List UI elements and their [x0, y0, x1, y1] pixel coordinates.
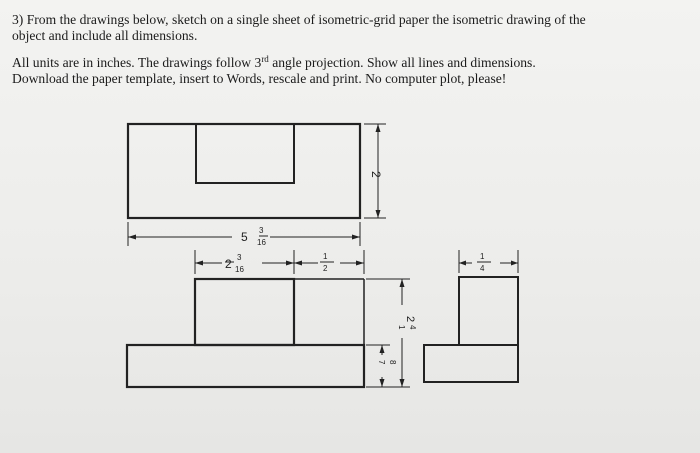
side-view-upper-block — [459, 277, 518, 345]
side-offset-numerator: 1 — [480, 252, 485, 261]
front-view-base — [127, 345, 364, 387]
upper-width-denominator: 16 — [235, 265, 244, 274]
question-line-3-start: All units are in inches. The drawings follow 3 — [12, 55, 262, 70]
upper-width-numerator: 3 — [237, 253, 242, 262]
question-line-2: object and include all dimensions. — [12, 27, 198, 43]
base-height-denominator: 8 — [388, 360, 397, 365]
height-dimensions — [366, 279, 410, 387]
question-line-3-end: angle projection. Show all lines and dimensions. — [268, 55, 536, 70]
side-offset-denominator: 4 — [480, 264, 485, 273]
side-view — [424, 277, 518, 382]
base-height-numerator: 7 — [377, 360, 386, 365]
overall-width-denominator: 16 — [257, 238, 266, 247]
top-view-upper-block — [196, 124, 294, 183]
side-offset-dimension — [459, 250, 518, 273]
top-view — [128, 124, 360, 218]
question-line-1: 3) From the drawings below, sketch on a single sheet of isometric-grid paper the isometric drawing of the — [12, 12, 586, 27]
overall-width-numerator: 3 — [259, 226, 264, 235]
overall-width-whole: 5 — [241, 230, 248, 244]
front-view-upper-block — [195, 279, 294, 345]
upper-width-whole: 2 — [225, 257, 232, 271]
dimension-labels — [225, 171, 485, 365]
overall-height-whole: 2 — [404, 316, 416, 323]
upper-offset-numerator: 1 — [323, 252, 328, 261]
upper-dimensions — [195, 250, 364, 274]
overall-height-denominator: 4 — [408, 325, 417, 330]
question-line-4: Download the paper template, insert to Words, rescale and print. No computer plot, please! — [12, 70, 507, 86]
top-view-outline — [128, 124, 360, 218]
top-view-depth-label: 2 — [369, 171, 383, 178]
front-view — [127, 279, 364, 387]
overall-height-numerator: 1 — [397, 325, 406, 330]
side-view-base — [424, 345, 518, 382]
upper-offset-denominator: 2 — [323, 264, 328, 273]
ordinal-superscript: rd — [261, 54, 269, 64]
